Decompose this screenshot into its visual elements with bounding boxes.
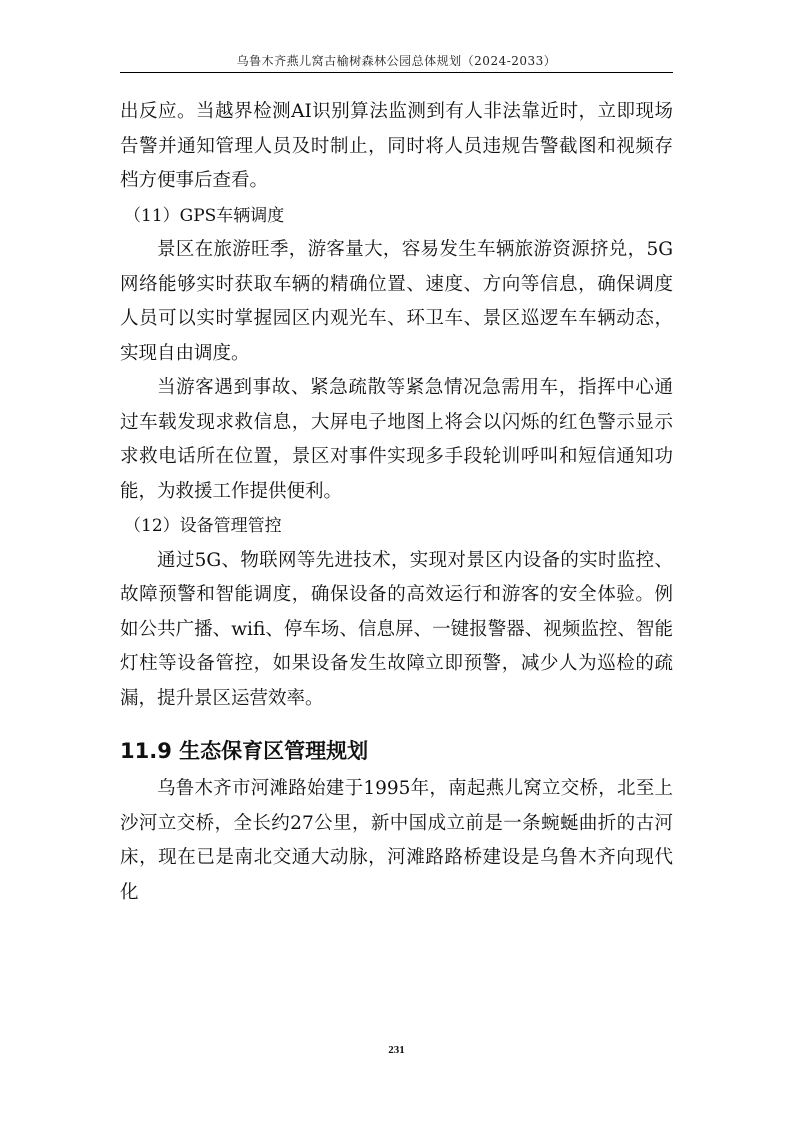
header-rule xyxy=(120,72,673,73)
paragraph-ai-detection-cont: 出反应。当越界检测AI识别算法监测到有人非法靠近时，立即现场告警并通知管理人员及时制止，同时将人员违规告警截图和视频存档方便事后查看。 xyxy=(120,101,673,191)
running-header: 乌鲁木齐燕儿窝古榆树森林公园总体规划（2024-2033） xyxy=(236,54,557,68)
paragraph-hetan-road: 乌鲁木齐市河滩路始建于1995年，南起燕儿窝立交桥，北至上沙河立交桥，全长约27公里，新中国成立前是一条蜿蜒曲折的古河床，现在已是南北交通大动脉，河滩路路桥建设是乌鲁木齐向现代化 xyxy=(120,778,673,903)
paragraph-emergency: 当游客遇到事故、紧急疏散等紧急情况急需用车，指挥中心通过车载发现求救信息，大屏电子地图上将会以闪烁的红色警示显示求救电话所在位置，景区对事件实现多手段轮训呼叫和短信通知功能，为救援工作提供便利。 xyxy=(120,377,673,502)
subheading-gps-dispatch: （11）GPS车辆调度 xyxy=(124,205,285,226)
page-number: 231 xyxy=(388,1044,405,1056)
paragraph-equipment-control: 通过5G、物联网等先进技术，实现对景区内设备的实时监控、故障预警和智能调度，确保设备的高效运行和游客的安全体验。例如公共广播、wifi、停车场、信息屏、一键报警器、视频监控、智能灯柱等设备管控，如果设备发生故障立即预警，减少人为巡检的疏漏，提升景区运营效率。 xyxy=(120,549,673,709)
paragraph-gps-dispatch: 景区在旅游旺季，游客量大，容易发生车辆旅游资源挤兑，5G网络能够实时获取车辆的精确位置、速度、方向等信息，确保调度人员可以实时掌握园区内观光车、环卫车、景区巡逻车车辆动态，实现自由调度。 xyxy=(120,239,673,364)
subheading-equipment-control: （12）设备管理管控 xyxy=(124,516,282,536)
page-body xyxy=(120,95,673,910)
section-title: 11.9 生态保育区管理规划 xyxy=(120,739,369,763)
